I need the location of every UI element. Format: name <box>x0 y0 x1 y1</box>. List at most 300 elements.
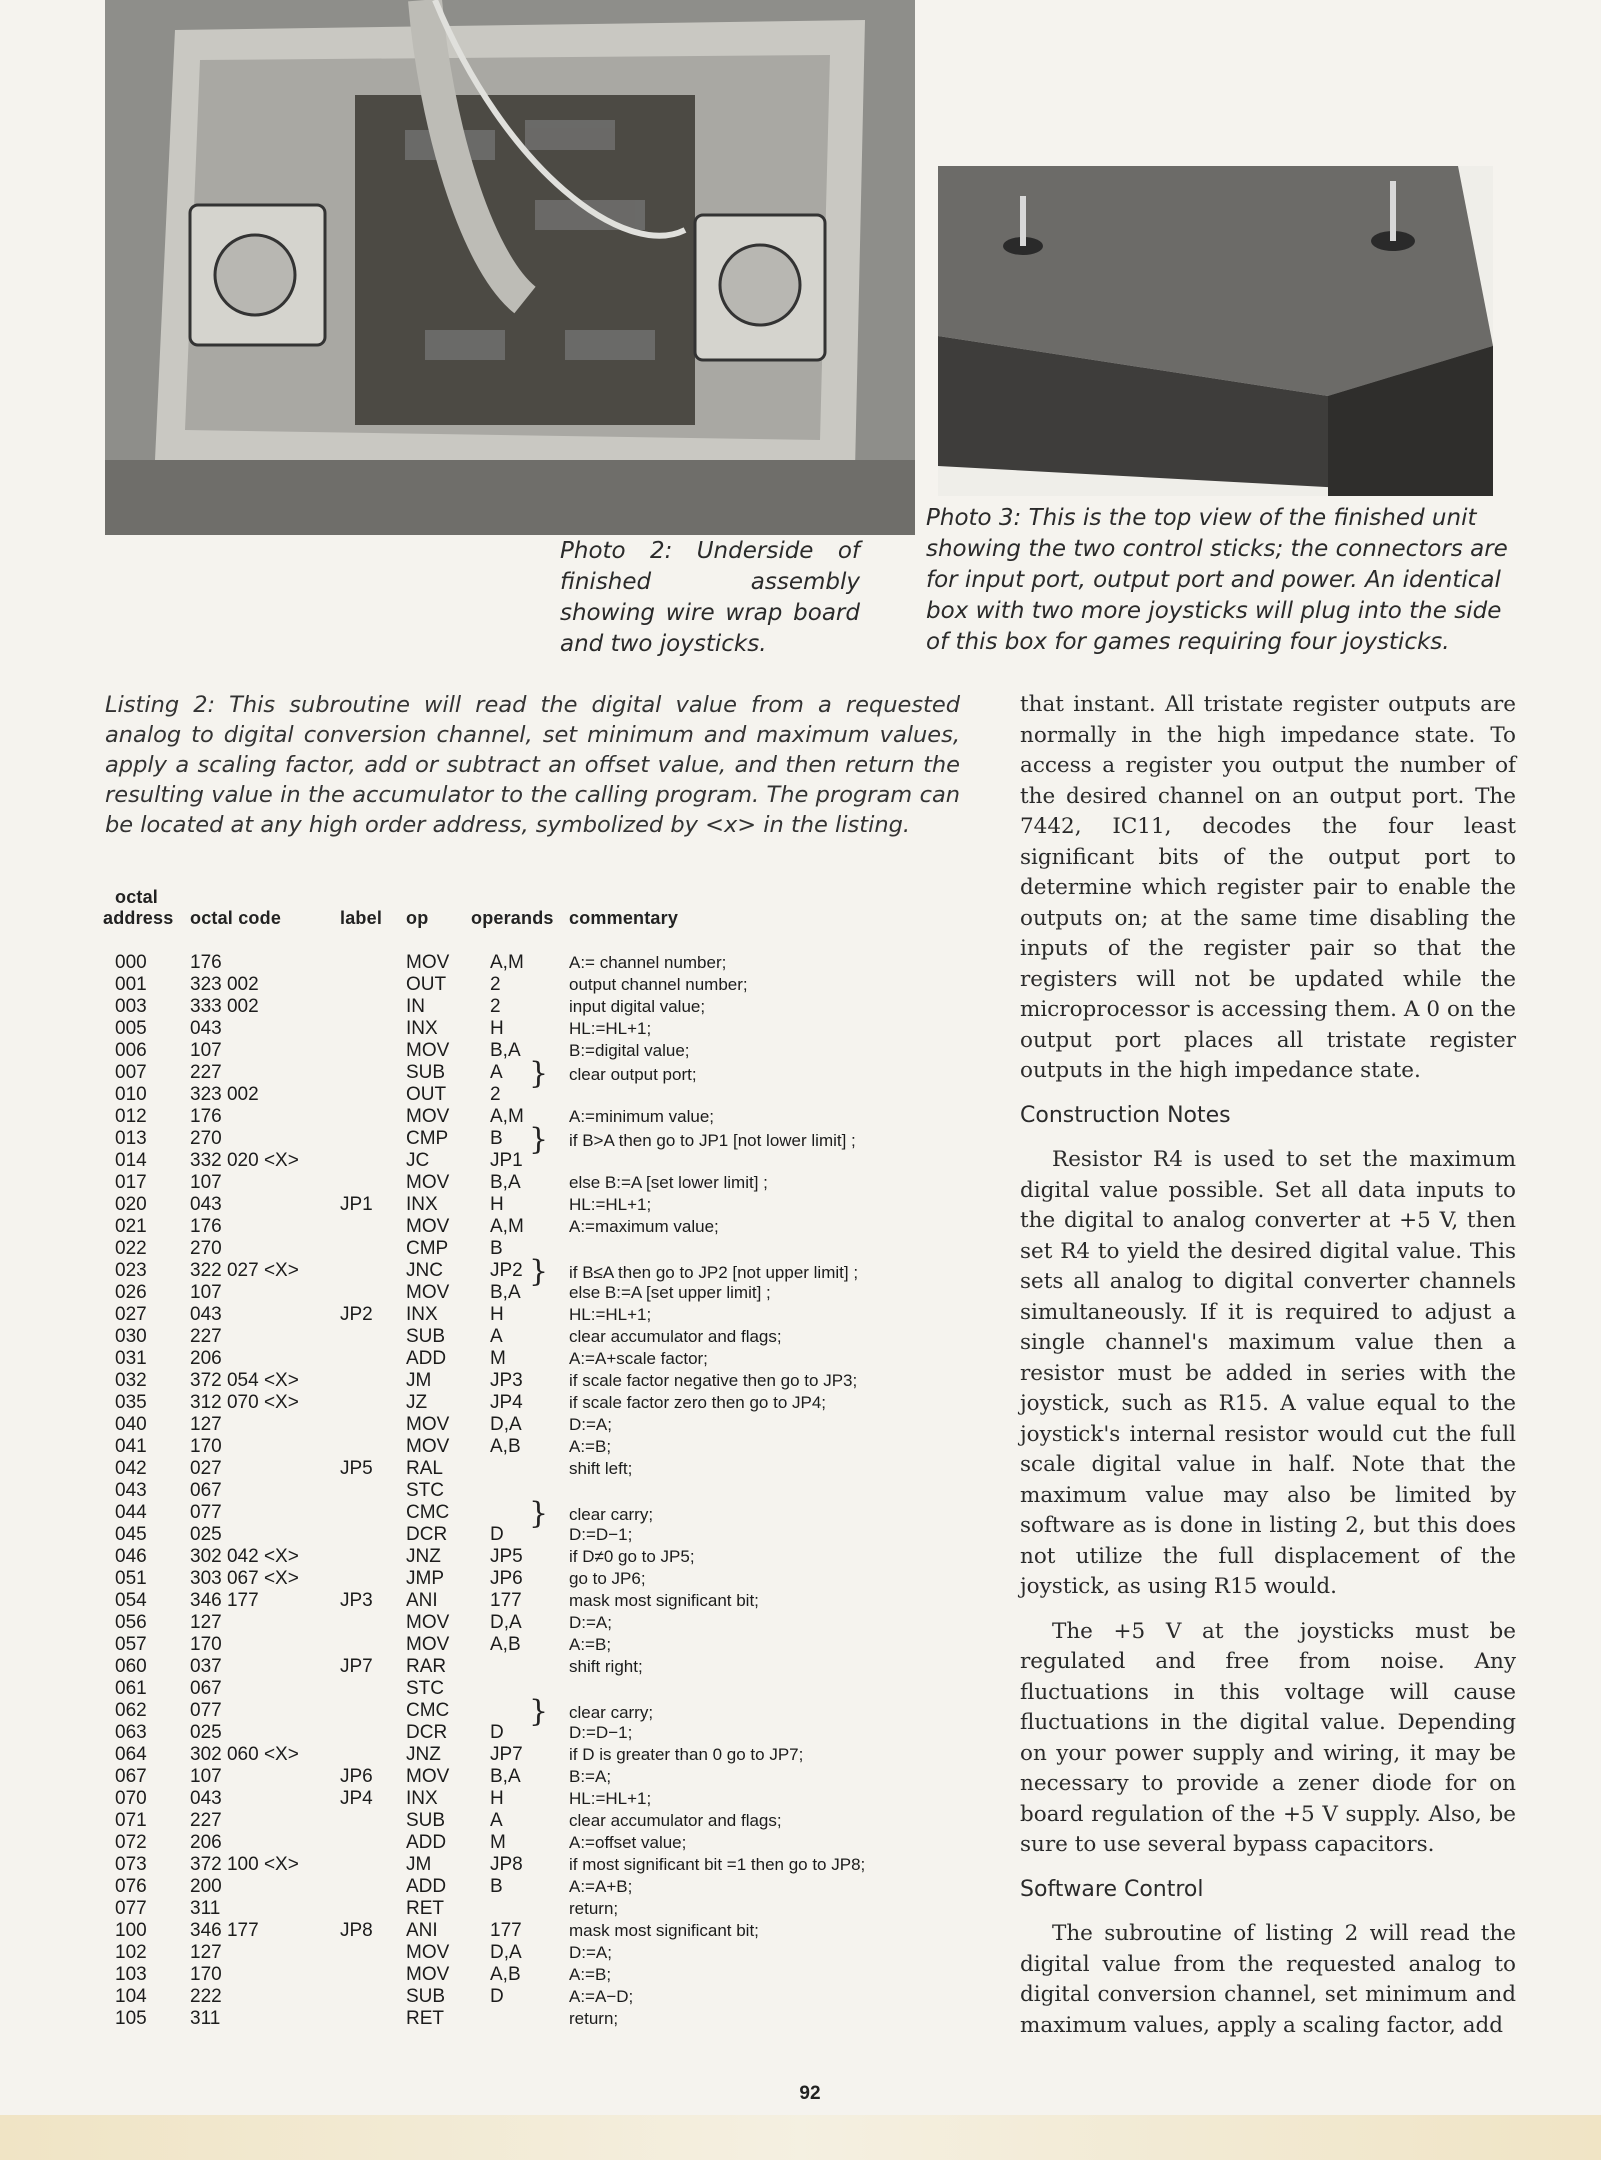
listing-row <box>103 952 983 974</box>
cell-address: 072 <box>115 1832 147 1853</box>
cell-octal-code: 043 <box>190 1304 222 1325</box>
cell-octal-code: 176 <box>190 1216 222 1237</box>
cell-operands: D,A <box>490 1612 522 1633</box>
cell-commentary: input digital value; <box>569 997 706 1016</box>
cell-address: 017 <box>115 1172 147 1193</box>
cell-octal-code: 372 100 <X> <box>190 1854 299 1875</box>
cell-op: JNZ <box>406 1546 441 1567</box>
cell-octal-code: 302 060 <X> <box>190 1744 299 1765</box>
cell-op: MOV <box>406 1634 450 1655</box>
comment-clear-carry-1: clear carry; <box>569 1505 654 1524</box>
listing-row <box>103 974 983 996</box>
cell-commentary: A:=A+B; <box>569 1877 633 1896</box>
cell-op: RET <box>406 2008 444 2029</box>
cell-commentary: if scale factor zero then go to JP4; <box>569 1393 827 1412</box>
cell-octal-code: 322 027 <X> <box>190 1260 299 1281</box>
listing-row <box>103 1546 983 1568</box>
listing-row <box>103 1370 983 1392</box>
cell-op: STC <box>406 1480 444 1501</box>
cell-octal-code: 270 <box>190 1128 222 1149</box>
listing-row <box>103 1634 983 1656</box>
cell-address: 071 <box>115 1810 147 1831</box>
body-paragraph-2: Resistor R4 is used to set the maximum digital value possible. Set all data inputs to the digital to analog converter at +5 V, then set R4 to yield the desired digital value. This sets all analog to digital converter channels simultaneously. If it is required to adjust a single channel's maximum value then a resistor must be added in series with the joystick, such as R15. A value equal to the joystick's internal resistor would cut the full scale digital value in half. Note that the maximum value may also be limited by software as is done in listing 2, but this does not utilize the full displacement of the joystick, as using R15 would. <box>1020 1147 1516 1599</box>
cell-octal-code: 227 <box>190 1810 222 1831</box>
cell-operands: A,M <box>490 1106 524 1127</box>
cell-octal-code: 323 002 <box>190 1084 259 1105</box>
cell-octal-code: 323 002 <box>190 974 259 995</box>
photo-top-view-unit <box>938 166 1493 496</box>
cell-address: 063 <box>115 1722 147 1743</box>
listing-row <box>103 1898 983 1920</box>
cell-octal-code: 067 <box>190 1480 222 1501</box>
listing-row <box>103 1348 983 1370</box>
cell-octal-code: 127 <box>190 1414 222 1435</box>
cell-octal-code: 333 002 <box>190 996 259 1017</box>
cell-operands: D,A <box>490 1942 522 1963</box>
header-address-line2: address <box>103 908 174 928</box>
listing-row <box>103 1810 983 1832</box>
cell-op: MOV <box>406 1414 450 1435</box>
cell-op: RET <box>406 1898 444 1919</box>
cell-operands: 2 <box>490 1084 501 1105</box>
listing-row <box>103 1194 983 1216</box>
cell-octal-code: 077 <box>190 1502 222 1523</box>
cell-commentary: B:=digital value; <box>569 1041 690 1060</box>
page-number: 92 <box>799 2083 821 2104</box>
cell-operands: A,B <box>490 1964 521 1985</box>
cell-address: 027 <box>115 1304 147 1325</box>
cell-octal-code: 170 <box>190 1436 222 1457</box>
listing-row <box>103 1018 983 1040</box>
brace-jp2-test: } <box>529 1254 549 1289</box>
cell-octal-code: 043 <box>190 1788 222 1809</box>
cell-address: 067 <box>115 1766 147 1787</box>
cell-op: JNZ <box>406 1744 441 1765</box>
cell-octal-code: 025 <box>190 1722 222 1743</box>
cell-operands: B,A <box>490 1172 521 1193</box>
cell-octal-code: 170 <box>190 1964 222 1985</box>
cell-operands: JP2 <box>490 1260 523 1281</box>
cell-octal-code: 025 <box>190 1524 222 1545</box>
cell-commentary: A:=B; <box>569 1965 612 1984</box>
cell-octal-code: 332 020 <X> <box>190 1150 299 1171</box>
cell-op: MOV <box>406 1436 450 1457</box>
cell-address: 105 <box>115 2008 147 2029</box>
listing-row <box>103 1304 983 1326</box>
cell-operands: A <box>490 1326 503 1347</box>
header-address-line1: octal <box>115 887 159 907</box>
cell-commentary: HL:=HL+1; <box>569 1019 652 1038</box>
cell-op: MOV <box>406 1612 450 1633</box>
cell-op: MOV <box>406 1106 450 1127</box>
listing-row <box>103 1854 983 1876</box>
header-octal-code: octal code <box>190 908 282 928</box>
comment-clear-carry-2: clear carry; <box>569 1703 654 1722</box>
listing-row <box>103 1986 983 2008</box>
cell-commentary: shift right; <box>569 1657 643 1676</box>
cell-op: OUT <box>406 1084 447 1105</box>
cell-operands: D,A <box>490 1414 522 1435</box>
cell-octal-code: 312 070 <X> <box>190 1392 299 1413</box>
cell-address: 035 <box>115 1392 147 1413</box>
cell-octal-code: 027 <box>190 1458 222 1479</box>
cell-commentary: if scale factor negative then go to JP3; <box>569 1371 858 1390</box>
cell-op: JC <box>406 1150 430 1171</box>
cell-octal-code: 227 <box>190 1326 222 1347</box>
cell-label: JP4 <box>340 1788 373 1809</box>
cell-address: 046 <box>115 1546 147 1567</box>
cell-octal-code: 043 <box>190 1018 222 1039</box>
cell-op: JM <box>406 1370 432 1391</box>
cell-octal-code: 206 <box>190 1832 222 1853</box>
cell-address: 102 <box>115 1942 147 1963</box>
cell-commentary: D:=D−1; <box>569 1723 633 1742</box>
brace-jp1-test: } <box>529 1122 549 1157</box>
cell-commentary: if D is greater than 0 go to JP7; <box>569 1745 804 1764</box>
cell-label: JP2 <box>340 1304 373 1325</box>
cell-commentary: output channel number; <box>569 975 748 994</box>
listing-row <box>103 1172 983 1194</box>
cell-address: 103 <box>115 1964 147 1985</box>
cell-op: CMC <box>406 1700 450 1721</box>
cell-address: 045 <box>115 1524 147 1545</box>
cell-operands: JP7 <box>490 1744 523 1765</box>
cell-commentary: go to JP6; <box>569 1569 646 1588</box>
cell-commentary: else B:=A [set upper limit] ; <box>569 1283 771 1302</box>
cell-op: INX <box>406 1018 438 1039</box>
listing-table <box>103 880 983 2050</box>
listing-row <box>103 1590 983 1612</box>
cell-op: MOV <box>406 1216 450 1237</box>
cell-label: JP8 <box>340 1920 373 1941</box>
cell-operands: D <box>490 1986 504 2007</box>
listing-row <box>103 1656 983 1678</box>
cell-octal-code: 346 177 <box>190 1590 259 1611</box>
cell-operands: H <box>490 1788 504 1809</box>
listing-row <box>103 1964 983 1986</box>
cell-octal-code: 176 <box>190 952 222 973</box>
cell-commentary: shift left; <box>569 1459 633 1478</box>
cell-op: ADD <box>406 1348 447 1369</box>
cell-commentary: if most significant bit =1 then go to JP8; <box>569 1855 866 1874</box>
cell-op: CMP <box>406 1238 449 1259</box>
comment-clear-output-port: clear output port; <box>569 1065 697 1084</box>
cell-operands: 177 <box>490 1590 522 1611</box>
cell-op: RAL <box>406 1458 443 1479</box>
cell-address: 044 <box>115 1502 147 1523</box>
cell-address: 051 <box>115 1568 147 1589</box>
cell-op: ANI <box>406 1590 438 1611</box>
body-paragraph-4: The subroutine of listing 2 will read the digital value from the requested analog to digital conversion channel, set minimum and maximum values, apply a scaling factor, add <box>1020 1921 1516 2038</box>
cell-address: 041 <box>115 1436 147 1457</box>
listing-row <box>103 1216 983 1238</box>
cell-op: CMP <box>406 1128 449 1149</box>
cell-op: DCR <box>406 1524 448 1545</box>
cell-address: 064 <box>115 1744 147 1765</box>
cell-op: MOV <box>406 1172 450 1193</box>
cell-address: 073 <box>115 1854 147 1875</box>
cell-commentary: D:=D−1; <box>569 1525 633 1544</box>
cell-commentary: B:=A; <box>569 1767 612 1786</box>
cell-commentary: D:=A; <box>569 1943 612 1962</box>
cell-operands: JP5 <box>490 1546 523 1567</box>
cell-operands: JP1 <box>490 1150 523 1171</box>
cell-commentary: return; <box>569 1899 619 1918</box>
cell-address: 043 <box>115 1480 147 1501</box>
cell-commentary: A:=B; <box>569 1635 612 1654</box>
cell-op: INX <box>406 1788 438 1809</box>
cell-address: 054 <box>115 1590 147 1611</box>
cell-label: JP1 <box>340 1194 373 1215</box>
cell-op: INX <box>406 1194 438 1215</box>
cell-address: 003 <box>115 996 147 1017</box>
photo2-caption: Photo 2: Underside of finished assembly showing wire wrap board and two joysticks. <box>560 538 860 657</box>
cell-op: SUB <box>406 1986 446 2007</box>
listing-row <box>103 1832 983 1854</box>
cell-operands: B <box>490 1876 503 1897</box>
cell-operands: M <box>490 1832 506 1853</box>
cell-address: 056 <box>115 1612 147 1633</box>
cell-commentary: A:= channel number; <box>569 953 727 972</box>
cell-operands: JP3 <box>490 1370 523 1391</box>
cell-address: 062 <box>115 1700 147 1721</box>
cell-operands: A,B <box>490 1634 521 1655</box>
cell-octal-code: 311 <box>190 2008 221 2029</box>
cell-octal-code: 222 <box>190 1986 222 2007</box>
cell-commentary: A:=A+scale factor; <box>569 1349 708 1368</box>
cell-commentary: if D≠0 go to JP5; <box>569 1547 695 1566</box>
listing-row <box>103 1458 983 1480</box>
listing-row <box>103 996 983 1018</box>
cell-address: 000 <box>115 952 147 973</box>
cell-op: ADD <box>406 1876 447 1897</box>
cell-octal-code: 227 <box>190 1062 222 1083</box>
cell-operands: B,A <box>490 1040 521 1061</box>
cell-address: 032 <box>115 1370 147 1391</box>
listing-row <box>103 1744 983 1766</box>
listing-row <box>103 1920 983 1942</box>
photo3-caption: Photo 3: This is the top view of the finished unit showing the two control sticks; the connectors are for input port, output port and power. An identical box with two more joysticks will plug into the side of this box for games requiring four joysticks. <box>926 505 1508 655</box>
cell-label: JP6 <box>340 1766 373 1787</box>
cell-operands: JP6 <box>490 1568 523 1589</box>
body-paragraph-3: The +5 V at the joysticks must be regulated and free from noise. Any fluctuations in this voltage will cause fluctuations in the digital value. Depending on your power supply and wiring, it may be necessary to provide a zener diode for on board regulation of the +5 V supply. Also, be sure to use several bypass capacitors. <box>1020 1618 1516 1857</box>
cell-octal-code: 107 <box>190 1172 222 1193</box>
header-commentary: commentary <box>569 908 679 928</box>
cell-label: JP5 <box>340 1458 373 1479</box>
cell-op: MOV <box>406 952 450 973</box>
cell-address: 010 <box>115 1084 147 1105</box>
photo-top-view-image <box>938 166 1493 496</box>
cell-operands: B <box>490 1128 503 1149</box>
cell-operands: B,A <box>490 1282 521 1303</box>
cell-op: JZ <box>406 1392 428 1413</box>
cell-octal-code: 176 <box>190 1106 222 1127</box>
header-op: op <box>406 908 429 928</box>
cell-op: MOV <box>406 1964 450 1985</box>
cell-address: 012 <box>115 1106 147 1127</box>
cell-operands: 2 <box>490 996 501 1017</box>
cell-op: OUT <box>406 974 447 995</box>
cell-op: MOV <box>406 1942 450 1963</box>
cell-address: 070 <box>115 1788 147 1809</box>
cell-octal-code: 311 <box>190 1898 221 1919</box>
cell-commentary: HL:=HL+1; <box>569 1195 652 1214</box>
cell-op: MOV <box>406 1282 450 1303</box>
cell-address: 001 <box>115 974 147 995</box>
cell-commentary: D:=A; <box>569 1613 612 1632</box>
listing-row <box>103 1766 983 1788</box>
photo-underside-image <box>105 0 915 535</box>
cell-op: JNC <box>406 1260 443 1281</box>
cell-octal-code: 107 <box>190 1282 222 1303</box>
cell-address: 042 <box>115 1458 147 1479</box>
cell-octal-code: 200 <box>190 1876 222 1897</box>
brace-clear-carry-2: } <box>529 1694 549 1729</box>
cell-octal-code: 270 <box>190 1238 222 1259</box>
cell-op: SUB <box>406 1062 446 1083</box>
cell-octal-code: 107 <box>190 1040 222 1061</box>
cell-commentary: D:=A; <box>569 1415 612 1434</box>
cell-octal-code: 170 <box>190 1634 222 1655</box>
cell-operands: A <box>490 1062 503 1083</box>
cell-op: ADD <box>406 1832 447 1853</box>
cell-operands: H <box>490 1018 504 1039</box>
cell-address: 030 <box>115 1326 147 1347</box>
listing-caption: Listing 2: This subroutine will read the digital value from a requested analog to digital conversion channel, set minimum and maximum values, apply a scaling factor, add or subtract an offset value, and then return the resulting value in the accumulator to the calling program. The program can be located at any high order address, symbolized by <x> in the listing. <box>105 692 960 838</box>
cell-op: CMC <box>406 1502 450 1523</box>
cell-commentary: else B:=A [set lower limit] ; <box>569 1173 768 1192</box>
cell-octal-code: 127 <box>190 1942 222 1963</box>
cell-address: 031 <box>115 1348 147 1369</box>
cell-commentary: A:=B; <box>569 1437 612 1456</box>
cell-octal-code: 302 042 <X> <box>190 1546 299 1567</box>
cell-octal-code: 346 177 <box>190 1920 259 1941</box>
heading-construction-notes: Construction Notes <box>1020 1102 1231 1128</box>
listing-row <box>103 1942 983 1964</box>
heading-software-control: Software Control <box>1020 1876 1204 1902</box>
cell-octal-code: 037 <box>190 1656 222 1677</box>
cell-octal-code: 127 <box>190 1612 222 1633</box>
cell-octal-code: 077 <box>190 1700 222 1721</box>
cell-op: SUB <box>406 1810 446 1831</box>
cell-op: JM <box>406 1854 432 1875</box>
cell-address: 100 <box>115 1920 147 1941</box>
cell-op: DCR <box>406 1722 448 1743</box>
brace-clear-output: } <box>529 1056 549 1091</box>
cell-commentary: A:=offset value; <box>569 1833 687 1852</box>
cell-octal-code: 043 <box>190 1194 222 1215</box>
cell-op: SUB <box>406 1326 446 1347</box>
cell-address: 007 <box>115 1062 147 1083</box>
cell-commentary: mask most significant bit; <box>569 1591 759 1610</box>
cell-operands: B <box>490 1238 503 1259</box>
cell-operands: A,M <box>490 952 524 973</box>
cell-address: 006 <box>115 1040 147 1061</box>
cell-commentary: A:=minimum value; <box>569 1107 715 1126</box>
cell-address: 013 <box>115 1128 147 1149</box>
cell-operands: D <box>490 1722 504 1743</box>
comment-jp1-test: if B>A then go to JP1 [not lower limit] ; <box>569 1131 856 1150</box>
cell-address: 022 <box>115 1238 147 1259</box>
cell-octal-code: 067 <box>190 1678 222 1699</box>
cell-op: MOV <box>406 1040 450 1061</box>
cell-operands: B,A <box>490 1766 521 1787</box>
cell-address: 040 <box>115 1414 147 1435</box>
cell-address: 057 <box>115 1634 147 1655</box>
cell-operands: JP4 <box>490 1392 523 1413</box>
cell-octal-code: 372 054 <X> <box>190 1370 299 1391</box>
cell-address: 104 <box>115 1986 147 2007</box>
listing-row <box>103 1876 983 1898</box>
cell-operands: H <box>490 1304 504 1325</box>
cell-address: 005 <box>115 1018 147 1039</box>
photo-underside-assembly <box>105 0 915 535</box>
cell-label: JP7 <box>340 1656 373 1677</box>
cell-op: MOV <box>406 1766 450 1787</box>
brace-clear-carry-1: } <box>529 1496 549 1531</box>
comment-jp2-test: if B≤A then go to JP2 [not upper limit] ; <box>569 1263 859 1282</box>
header-label: label <box>340 908 383 928</box>
body-text-column <box>1020 690 1516 2055</box>
cell-operands: A <box>490 1810 503 1831</box>
cell-address: 020 <box>115 1194 147 1215</box>
cell-commentary: A:=maximum value; <box>569 1217 719 1236</box>
cell-address: 076 <box>115 1876 147 1897</box>
cell-label: JP3 <box>340 1590 373 1611</box>
cell-address: 021 <box>115 1216 147 1237</box>
cell-operands: H <box>490 1194 504 1215</box>
cell-operands: 2 <box>490 974 501 995</box>
listing-row <box>103 1326 983 1348</box>
cell-operands: D <box>490 1524 504 1545</box>
header-operands: operands <box>471 908 554 928</box>
cell-op: STC <box>406 1678 444 1699</box>
listing-row <box>103 1392 983 1414</box>
cell-commentary: clear accumulator and flags; <box>569 1327 782 1346</box>
listing-row <box>103 2008 983 2030</box>
cell-octal-code: 303 067 <X> <box>190 1568 299 1589</box>
body-paragraph-1: that instant. All tristate register outputs are normally in the high impedance state. To access a register you output the number of the desired channel on an output port. The 7442, IC11, decodes the four least significant bits of the output port to determine which register pair to enable the outputs on; at the same time disabling the inputs of the register pair so that the registers will not be updated while the microprocessor is accessing them. A 0 on the output port places all tristate register outputs in the high impedance state. <box>1020 692 1516 1083</box>
listing-row <box>103 1414 983 1436</box>
cell-operands: JP8 <box>490 1854 523 1875</box>
cell-operands: M <box>490 1348 506 1369</box>
cell-address: 077 <box>115 1898 147 1919</box>
listing-row <box>103 1788 983 1810</box>
cell-op: IN <box>406 996 425 1017</box>
cell-commentary: return; <box>569 2009 619 2028</box>
listing-row <box>103 1568 983 1590</box>
listing-row <box>103 1436 983 1458</box>
cell-commentary: HL:=HL+1; <box>569 1789 652 1808</box>
cell-octal-code: 107 <box>190 1766 222 1787</box>
cell-address: 014 <box>115 1150 147 1171</box>
listing-row <box>103 1612 983 1634</box>
cell-commentary: mask most significant bit; <box>569 1921 759 1940</box>
cell-commentary: clear accumulator and flags; <box>569 1811 782 1830</box>
cell-address: 061 <box>115 1678 147 1699</box>
cell-address: 060 <box>115 1656 147 1677</box>
cell-octal-code: 206 <box>190 1348 222 1369</box>
cell-op: ANI <box>406 1920 438 1941</box>
cell-operands: A,B <box>490 1436 521 1457</box>
cell-address: 023 <box>115 1260 147 1281</box>
cell-operands: A,M <box>490 1216 524 1237</box>
cell-op: JMP <box>406 1568 444 1589</box>
cell-op: RAR <box>406 1656 447 1677</box>
cell-operands: 177 <box>490 1920 522 1941</box>
cell-commentary: HL:=HL+1; <box>569 1305 652 1324</box>
cell-address: 026 <box>115 1282 147 1303</box>
